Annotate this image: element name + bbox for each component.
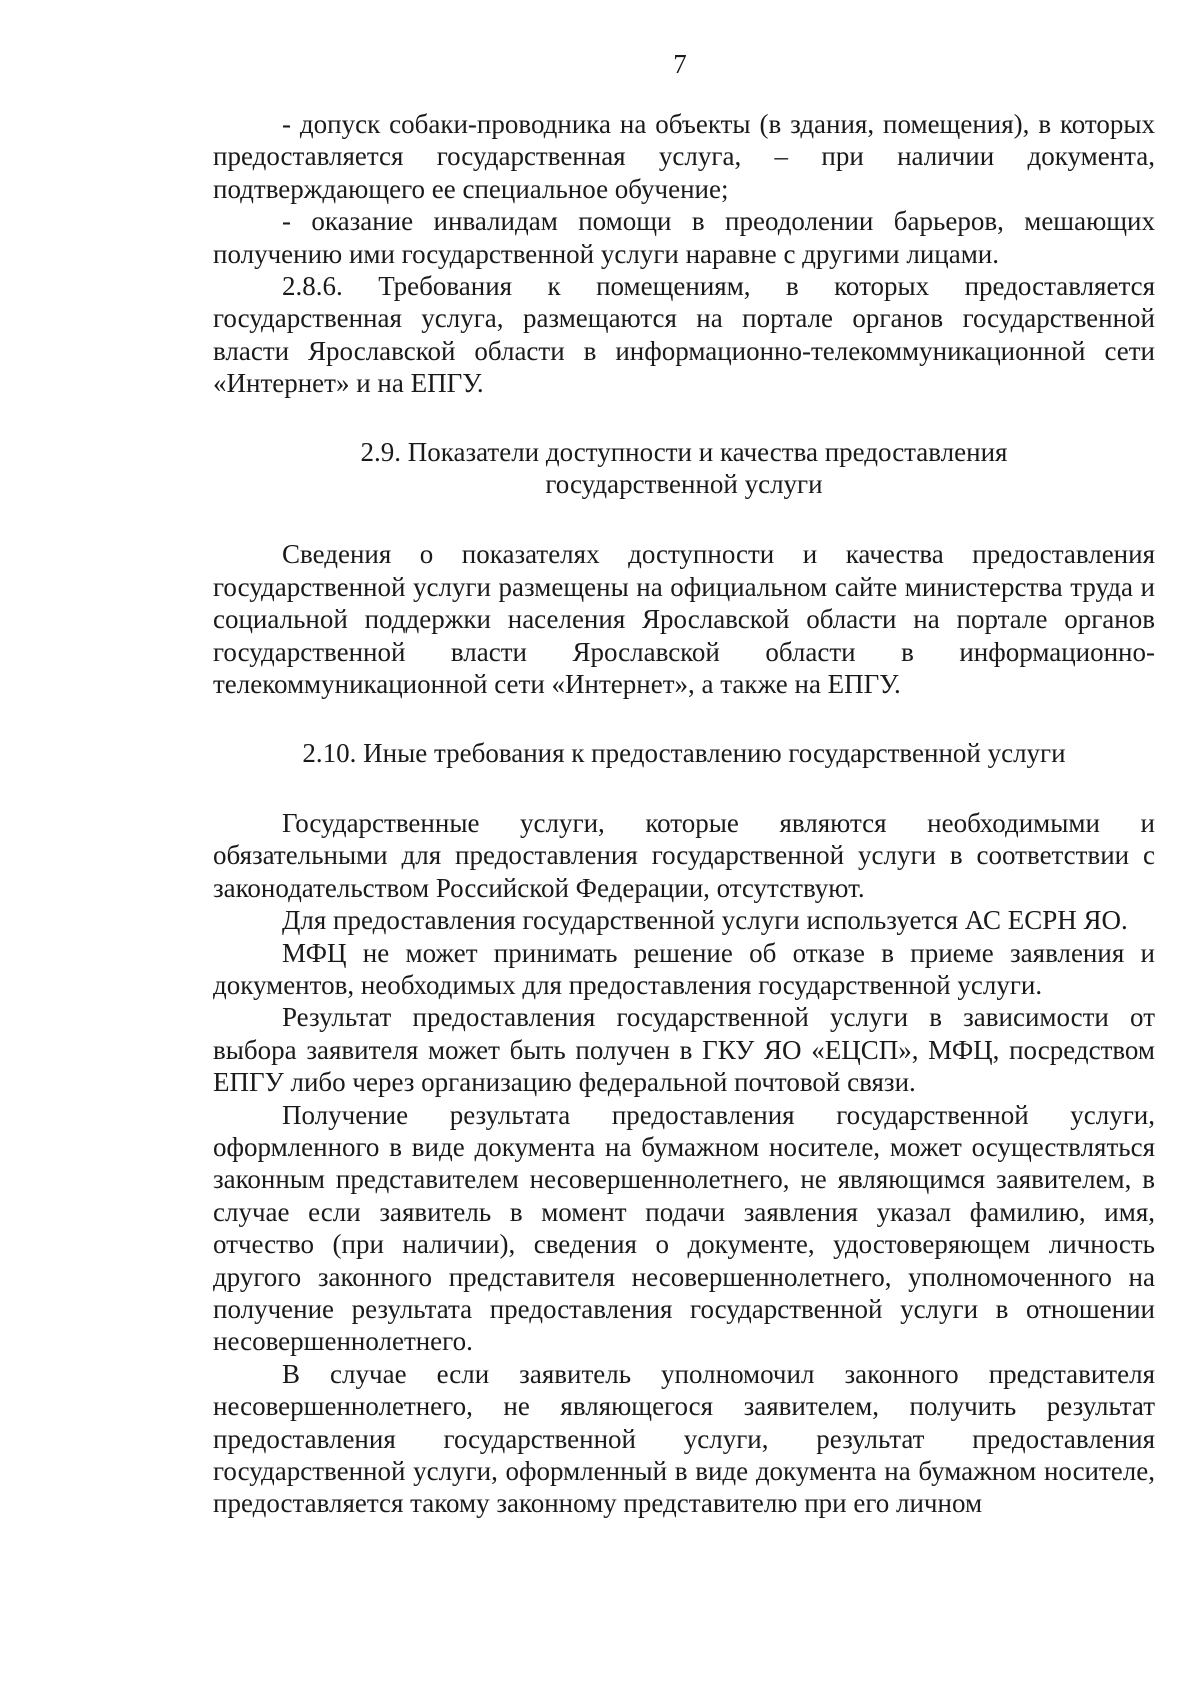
heading-section-2-10: 2.10. Иные требования к предоставлению государственной услуги: [302, 737, 1066, 768]
paragraph-2-8-6: 2.8.6. Требования к помещениям, в которых предоставляется государственная услуга, размещаются на портале органов государственной власти Ярославской области в информационно-телекоммуникационной сети «Интернет» и на ЕПГУ.: [213, 271, 1155, 399]
page-number: 7: [673, 49, 687, 79]
paragraph-2-10-mfc: МФЦ не может принимать решение об отказе в приеме заявления и документов, необходимых для предоставления государственной услуги.: [213, 937, 1155, 1000]
paragraph-2-10-legal-representative: Получение результата предоставления государственной услуги, оформленного в виде документа на бумажном носителе, может осуществляться законным представителем несовершеннолетнего, не являющимся заявителем, в случае если заявитель в момент подачи заявления указал фамилию, имя, отчество (при наличии), сведения о документе, удостоверяющем личность другого законного представителя несовершеннолетнего, уполномоченного на получение результата предоставления государственной услуги в отношении несовершеннолетнего.: [213, 1099, 1155, 1357]
paragraph-2-10-system: Для предоставления государственной услуги используется АС ЕСРН ЯО.: [282, 905, 1128, 936]
paragraph-2-9-info: Сведения о показателях доступности и качества предоставления государственной услуги размещены на официальном сайте министерства труда и социальной поддержки населения Ярославской области на портале органов государственной власти Ярославской области в информационно-телекоммуникационной сети «Интернет», а также на ЕПГУ.: [213, 539, 1155, 700]
heading-section-2-9-line2: государственной услуги: [545, 469, 823, 500]
heading-section-2-9-line1: 2.9. Показатели доступности и качества предоставления: [360, 436, 1008, 467]
paragraph-2-10-authorized-representative: В случае если заявитель уполномочил законного представителя несовершеннолетнего, не являющегося заявителем, получить результат предоставления государственной услуги, результат предоставления государственной услуги, оформленный в виде документа на бумажном носителе, предоставляется такому законному представителю при его личном: [213, 1358, 1155, 1519]
paragraph-2-10-required-services: Государственные услуги, которые являются необходимыми и обязательными для предоставления государственной услуги в соответствии с законодательством Российской Федерации, отсутствуют.: [213, 807, 1155, 903]
heading-section-2-9: [213, 436, 1155, 501]
paragraph-assistance: - оказание инвалидам помощи в преодолении барьеров, мешающих получению ими государственной услуги наравне с другими лицами.: [213, 206, 1155, 269]
paragraph-2-10-result-channels: Результат предоставления государственной услуги в зависимости от выбора заявителя может быть получен в ГКУ ЯО «ЕЦСП», МФЦ, посредством ЕПГУ либо через организацию федеральной почтовой связи.: [213, 1002, 1155, 1098]
document-body: [213, 108, 1155, 1520]
paragraph-guide-dog: - допуск собаки-проводника на объекты (в здания, помещения), в которых предоставляется государственная услуга, – при наличии документа, подтверждающего ее специальное обучение;: [213, 109, 1155, 204]
